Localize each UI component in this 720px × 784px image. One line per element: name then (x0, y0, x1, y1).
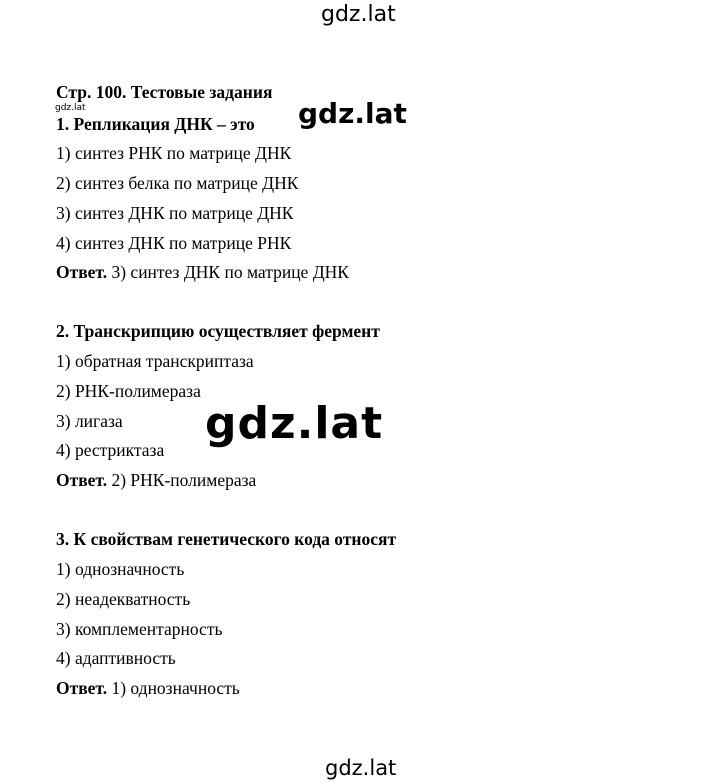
answer-label: Ответ. (56, 262, 108, 282)
question-1-answer (56, 262, 349, 283)
question-2-option-3: 3) лигаза (56, 411, 123, 431)
header-text: Стр. 100. Тестовые задания (56, 82, 273, 102)
question-3-option-1: 1) однозначность (56, 559, 185, 579)
question-2-option-1: 1) обратная транскриптаза (56, 351, 254, 371)
watermark-middle: gdz.lat (205, 398, 384, 449)
answer-label: Ответ. (56, 470, 108, 490)
watermark-inline: gdz.lat (298, 97, 407, 130)
question-2-option-4: 4) рестриктаза (56, 440, 165, 460)
question-1-option-3: 3) синтез ДНК по матрице ДНК (56, 203, 294, 223)
question-3-option-4: 4) адаптивность (56, 648, 176, 668)
watermark-bottom: gdz.lat (325, 756, 397, 780)
question-2-title: 2. Транскрипцию осуществляет фермент (56, 321, 380, 341)
question-1-title: 1. Репликация ДНК – это (56, 114, 255, 134)
answer-text: 3) синтез ДНК по матрице ДНК (107, 262, 349, 282)
question-1-option-2: 2) синтез белка по матрице ДНК (56, 173, 299, 193)
question-3-option-3: 3) комплементарность (56, 619, 223, 639)
watermark-small: gdz.lat (55, 103, 86, 113)
question-3-title: 3. К свойствам генетического кода относят (56, 529, 397, 549)
question-1-option-1: 1) синтез РНК по матрице ДНК (56, 143, 292, 163)
question-1-option-4: 4) синтез ДНК по матрице РНК (56, 233, 292, 253)
question-2-answer (56, 470, 256, 491)
question-3-option-2: 2) неадекватность (56, 589, 191, 609)
option-text: 2) РНК-полимераза (56, 381, 201, 401)
answer-text: 2) РНК-полимераза (107, 470, 257, 490)
question-2-option-2 (56, 381, 222, 403)
answer-label: Ответ. (56, 678, 108, 698)
page-header (56, 82, 298, 103)
answer-text: 1) однозначность (107, 678, 240, 698)
question-3-answer (56, 678, 240, 699)
watermark-top: gdz.lat (321, 2, 396, 27)
